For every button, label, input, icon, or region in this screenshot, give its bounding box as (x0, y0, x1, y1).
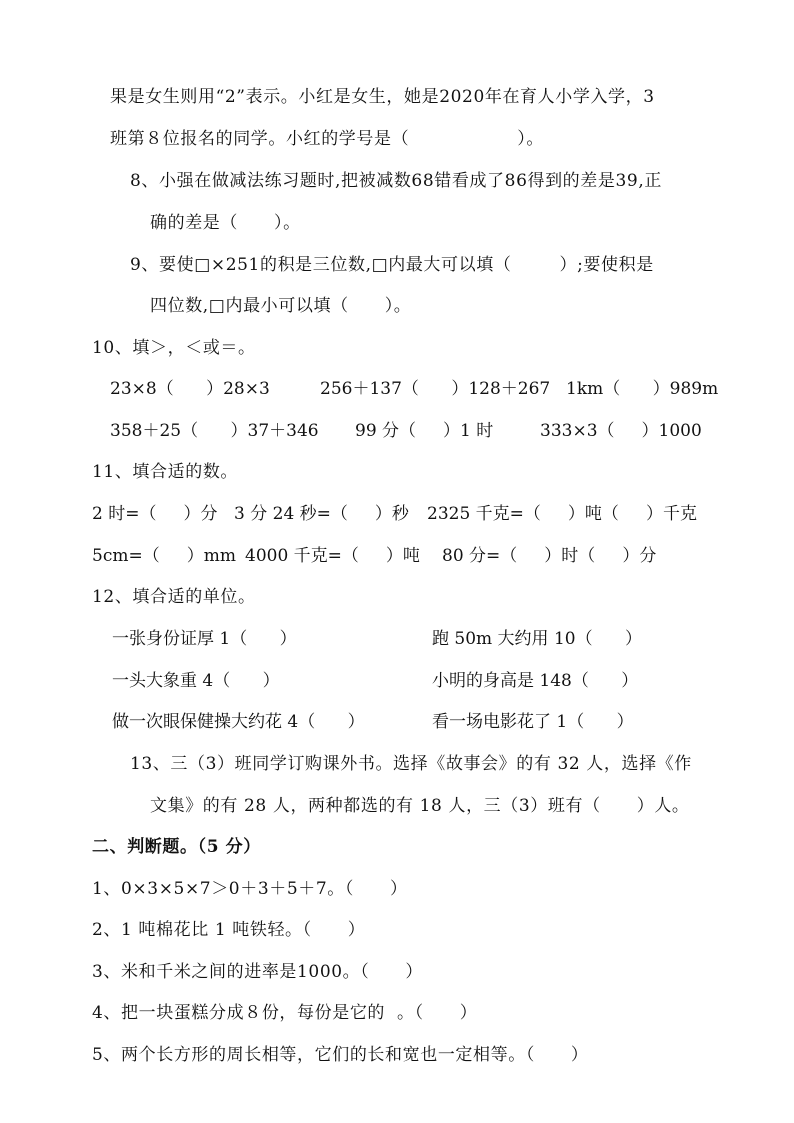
section2-item-3: 3、米和千米之间的进率是1000。（ ） (92, 962, 424, 982)
q11-row2-item2: 4000 千克=（ ）吨 (245, 546, 420, 566)
q9-text-line1: 9、要使□×251的积是三位数,□内最大可以填（ ）;要使积是 (130, 255, 654, 275)
section2-item-1: 1、0×3×5×7＞0＋3＋5＋7。（ ） (92, 879, 408, 899)
q10-row1-item2: 256＋137（ ）128＋267 (320, 379, 551, 399)
q11-row1-item1: 2 时=（ ）分 (92, 504, 218, 524)
section2-item-5: 5、两个长方形的周长相等，它们的长和宽也一定相等。（ ） (92, 1045, 589, 1065)
q10-row2-item3: 333×3（ ）1000 (540, 421, 702, 441)
section2-item-4: 4、把一块蛋糕分成８份，每份是它的 。（ ） (92, 1003, 478, 1023)
q12-item-run: 跑 50m 大约用 10（ ） (432, 629, 643, 649)
q10-row2-item2: 99 分（ ）1 时 (355, 421, 494, 441)
q12-item-eye-exercise: 做一次眼保健操大约花 4（ ） (112, 712, 365, 732)
q13-text-line2: 文集》的有 28 人，两种都选的有 18 人，三（3）班有（ ）人。 (150, 796, 690, 816)
q12-title: 12、填合适的单位。 (92, 587, 256, 607)
q13-text-line1: 13、三（3）班同学订购课外书。选择《故事会》的有 32 人，选择《作 (130, 754, 692, 774)
q7-text-line1: 果是女生则用“2”表示。小红是女生，她是2020年在育人小学入学，3 (110, 87, 655, 107)
q9-text-line2: 四位数,□内最小可以填（ ）。 (150, 296, 412, 316)
q10-title: 10、填＞，＜或＝。 (92, 338, 256, 358)
section2-item-2: 2、1 吨棉花比 1 吨铁轻。（ ） (92, 920, 366, 940)
q12-item-height: 小明的身高是 148（ ） (432, 671, 639, 691)
q10-row1-item1: 23×8（ ）28×3 (110, 379, 270, 399)
q10-row1-item3: 1km（ ）989m (566, 379, 719, 399)
section2-title: 二、判断题。（5 分） (92, 837, 261, 857)
q11-row1-item2: 3 分 24 秒=（ ）秒 (234, 504, 409, 524)
q7-text-line2: 班第８位报名的同学。小红的学号是（ ）。 (110, 129, 544, 149)
q10-row2-item1: 358＋25（ ）37＋346 (110, 421, 319, 441)
q12-item-elephant: 一头大象重 4（ ） (112, 671, 280, 691)
q11-row1-item3: 2325 千克=（ ）吨（ ）千克 (427, 504, 697, 524)
q8-text-line1: 8、小强在做减法练习题时,把被减数68错看成了86得到的差是39,正 (130, 171, 662, 191)
q11-title: 11、填合适的数。 (92, 462, 239, 482)
q12-item-movie: 看一场电影花了 1（ ） (432, 712, 634, 732)
q12-item-id-card: 一张身份证厚 1（ ） (112, 629, 297, 649)
q11-row2-item3: 80 分=（ ）时（ ）分 (442, 546, 657, 566)
q11-row2-item1: 5cm=（ ）mm (92, 546, 236, 566)
q8-text-line2: 确的差是（ ）。 (150, 213, 301, 233)
